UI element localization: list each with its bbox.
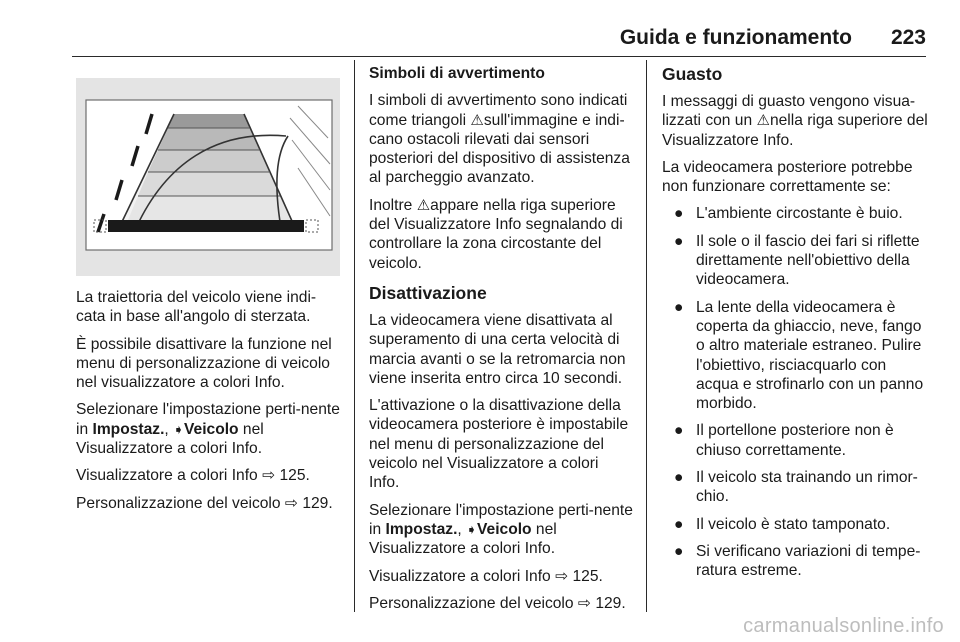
section-heading-guasto: Guasto	[662, 64, 723, 84]
page-reference[interactable]: 129.	[302, 494, 333, 512]
paragraph	[369, 396, 633, 492]
list-item-text: Il sole o il fascio dei fari si riflette direttamente nell'obiettivo della videocamera.	[696, 232, 920, 289]
list-item-text: Il portellone posteriore non è chiuso correttamente.	[696, 422, 894, 459]
warning-triangle-icon: ⚠	[756, 112, 770, 130]
paragraph	[76, 335, 344, 393]
text: Personalizzazione del veicolo	[369, 594, 578, 612]
fault-conditions-list	[662, 204, 928, 580]
paragraph	[369, 91, 633, 187]
menu-term-impostaz: Impostaz.	[92, 420, 165, 438]
header-rule	[72, 56, 926, 57]
list-item	[662, 515, 928, 534]
text: nel Visualizzatore a colori Info.	[76, 420, 264, 458]
paragraph	[76, 400, 344, 458]
bullet-icon: ●	[674, 298, 684, 316]
bullet-icon: ●	[674, 542, 684, 560]
page-reference[interactable]: 125.	[279, 467, 310, 485]
list-item	[662, 421, 928, 460]
rear-camera-figure	[76, 78, 340, 276]
text: La traiettoria del veicolo viene indi-cata in base all'angolo di sterzata.	[76, 289, 317, 326]
paragraph	[369, 196, 633, 273]
page-ref-arrow-icon: ⇨	[577, 594, 591, 612]
page-ref-arrow-icon: ⇨	[555, 567, 569, 585]
text: Selezionare l'impostazione perti-nente in	[76, 401, 340, 438]
list-item-text: La lente della videocamera è coperta da ghiaccio, neve, fango o altro materiale estraneo. Pulire l'obiettivo, risciacquarlo con acqua e strofinarlo con un panno morbido.	[696, 298, 924, 413]
text: Selezionare l'impostazione perti-nente in	[369, 501, 633, 538]
column-divider-2	[646, 60, 647, 612]
warning-triangle-icon: ⚠	[470, 111, 484, 129]
list-item	[662, 542, 928, 581]
bullet-icon: ●	[674, 469, 684, 487]
warning-triangle-icon: ⚠	[416, 196, 431, 214]
text: Visualizzatore a colori Info	[76, 467, 263, 485]
bullet-icon: ●	[674, 515, 684, 533]
text: I messaggi di guasto vengono visua-lizzati con un	[662, 93, 916, 130]
bullet-icon: ●	[674, 232, 684, 250]
page-reference[interactable]: 129.	[595, 594, 626, 612]
text: Inoltre	[369, 196, 417, 214]
section-heading-simboli: Simboli di avvertimento	[369, 65, 545, 82]
page-number: 223	[890, 26, 926, 49]
paragraph	[369, 567, 633, 586]
header-title: Guida e funzionamento	[619, 26, 852, 49]
paragraph	[76, 466, 344, 485]
text: nella riga superiore del Visualizzatore Info.	[662, 112, 928, 149]
menu-term-veicolo: Veicolo	[476, 520, 532, 538]
page-ref-arrow-icon: ⇨	[284, 494, 298, 512]
page-ref-arrow-icon: ⇨	[262, 467, 276, 485]
paragraph	[369, 501, 633, 559]
list-item-text: L'ambiente circostante è buio.	[696, 205, 903, 223]
bullet-icon: ●	[674, 422, 684, 440]
paragraph	[369, 594, 633, 613]
paragraph	[76, 288, 344, 327]
text: appare nella riga superiore del Visualizzatore Info segnalando di controllare la zona circostante del veicolo.	[369, 196, 623, 272]
text: sull'immagine e indi-cano ostacoli rilevati dai sensori posteriori del dispositivo di assistenza al parcheggio avanzato.	[369, 111, 630, 187]
zone-4	[138, 172, 280, 196]
menu-term-impostaz: Impostaz.	[385, 520, 458, 538]
text: ,	[457, 520, 467, 538]
text: È possibile disattivare la funzione nel menu di personalizzazione di veicolo nel visualizzatore a colori Info.	[76, 335, 332, 392]
list-item	[662, 468, 928, 507]
column-divider-1	[354, 60, 355, 612]
text: La videocamera viene disattivata al superamento di una certa velocità di marcia avanti o se la retromarcia non viene inserita entro circa 10 secondi.	[369, 311, 626, 387]
list-item-text: Il veicolo è stato tamponato.	[696, 515, 891, 533]
bullet-icon: ●	[674, 205, 684, 223]
zone-3	[148, 150, 270, 172]
list-item	[662, 298, 928, 414]
menu-arrow-icon: ➧	[466, 521, 477, 537]
text: ,	[164, 420, 174, 438]
rear-camera-guidelines-illustration	[76, 78, 340, 276]
paragraph	[662, 158, 928, 197]
text: Personalizzazione del veicolo	[76, 494, 285, 512]
text: Visualizzatore a colori Info	[369, 567, 556, 585]
zone-2	[158, 128, 260, 150]
menu-term-veicolo: Veicolo	[183, 420, 239, 438]
column-1	[76, 288, 344, 521]
menu-arrow-icon: ➧	[173, 421, 184, 437]
section-heading-disattivazione: Disattivazione	[369, 282, 487, 303]
page-header	[0, 0, 960, 56]
paragraph	[369, 311, 633, 388]
column-3	[662, 64, 928, 589]
paragraph	[662, 92, 928, 150]
list-item-text: Si verificano variazioni di tempe-ratura estreme.	[696, 542, 921, 580]
text: I simboli di avvertimento sono indicati come triangoli	[369, 92, 628, 129]
column-2	[369, 64, 633, 621]
text: La videocamera posteriore potrebbe non funzionare correttamente se:	[662, 158, 913, 196]
paragraph	[76, 494, 344, 513]
zone-red	[168, 114, 250, 128]
bumper-bar	[108, 220, 304, 232]
list-item	[662, 204, 928, 223]
list-item	[662, 232, 928, 290]
watermark: carmanualsonline.info	[743, 615, 944, 637]
list-item-text: Il veicolo sta trainando un rimor-chio.	[696, 469, 918, 506]
page-reference[interactable]: 125.	[572, 567, 603, 585]
text: nel Visualizzatore a colori Info.	[369, 520, 557, 558]
text: L'attivazione o la disattivazione della videocamera posteriore è impostabile nel menu di personalizzazione del veicolo nel Visualizzatore a colori Info.	[369, 397, 629, 492]
